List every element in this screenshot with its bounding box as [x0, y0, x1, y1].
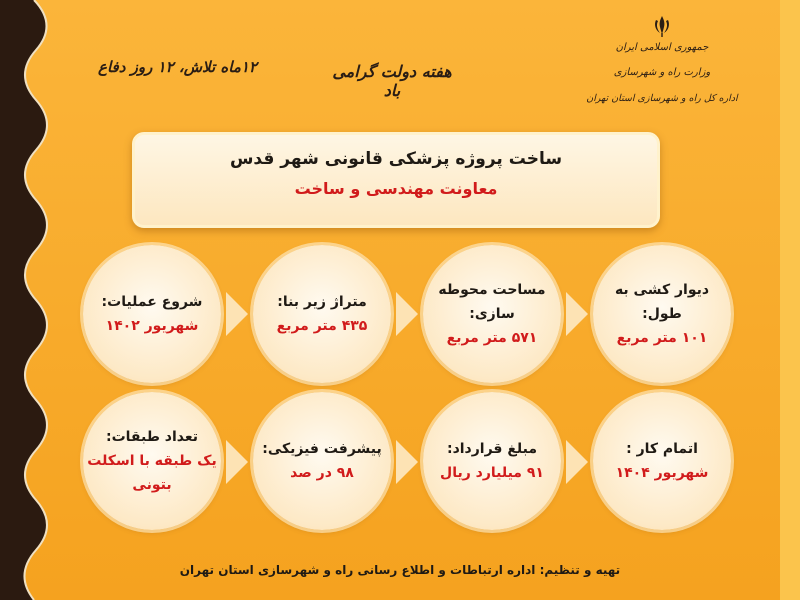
stat-value: ۹۱ میلیارد ریال: [440, 465, 544, 481]
footer-credit: تهیه و تنظیم: اداره ارتباطات و اطلاع رسانی راه و شهرسازی استان تهران: [179, 563, 621, 577]
stat-label: دیوار کشی به طول:: [614, 282, 710, 322]
flow-arrow: [226, 440, 248, 484]
stat-value: ۴۳۵ متر مربع: [276, 318, 368, 334]
stat-value: ۹۸ در صد: [290, 465, 354, 481]
stat-label: مساحت محوطه سازی:: [438, 282, 546, 322]
stat-value: شهریور ۱۴۰۲: [105, 318, 199, 334]
stat-value: یک طبقه با اسکلت بتونی: [87, 453, 217, 493]
gov-line-ministry: وزارت راه و شهرسازی: [613, 67, 711, 78]
stat-finish-date: [593, 392, 731, 530]
stat-start-date: [83, 245, 221, 383]
flow-arrow: [566, 440, 588, 484]
iran-emblem-icon: [650, 14, 674, 38]
project-title: ساخت پروژه پزشکی قانونی شهر قدس: [229, 149, 563, 169]
stat-label: متراژ زیر بنا:: [277, 294, 367, 310]
left-decorative-border: [0, 0, 60, 600]
stat-wall-length: [593, 245, 731, 383]
stat-value: شهریور ۱۴۰۴: [615, 465, 709, 481]
stat-label: پیشرفت فیزیکی:: [262, 441, 382, 457]
stat-label: تعداد طبقات:: [105, 429, 198, 445]
flow-arrow: [566, 292, 588, 336]
flow-arrow: [396, 292, 418, 336]
project-subtitle: معاونت مهندسی و ساخت: [294, 179, 498, 198]
stat-label: اتمام کار :: [626, 441, 698, 457]
project-title-box: [132, 132, 660, 228]
stat-progress: [253, 392, 391, 530]
flow-arrow: [396, 440, 418, 484]
stat-value: ۱۰۱ متر مربع: [616, 330, 708, 346]
right-edge-strip: [780, 0, 800, 600]
gov-line-directorate: اداره کل راه و شهرسازی استان تهران: [586, 93, 738, 104]
slogan-government-week: هفته دولت گرامی باد: [332, 62, 452, 100]
gov-line-republic: جمهوری اسلامی ایران: [615, 42, 709, 53]
stat-built-area: [253, 245, 391, 383]
stat-floors: [83, 392, 221, 530]
slogan-twelve-months: ۱۲ماه تلاش، ۱۲ روز دفاع: [98, 58, 257, 76]
stat-label: شروع عملیات:: [101, 294, 203, 310]
stat-value: ۵۷۱ متر مربع: [446, 330, 538, 346]
ministry-logo-block: [562, 14, 762, 104]
stat-label: مبلغ قرارداد:: [446, 441, 538, 457]
flow-arrow: [226, 292, 248, 336]
stat-contract-amount: [423, 392, 561, 530]
stat-site-area: [423, 245, 561, 383]
